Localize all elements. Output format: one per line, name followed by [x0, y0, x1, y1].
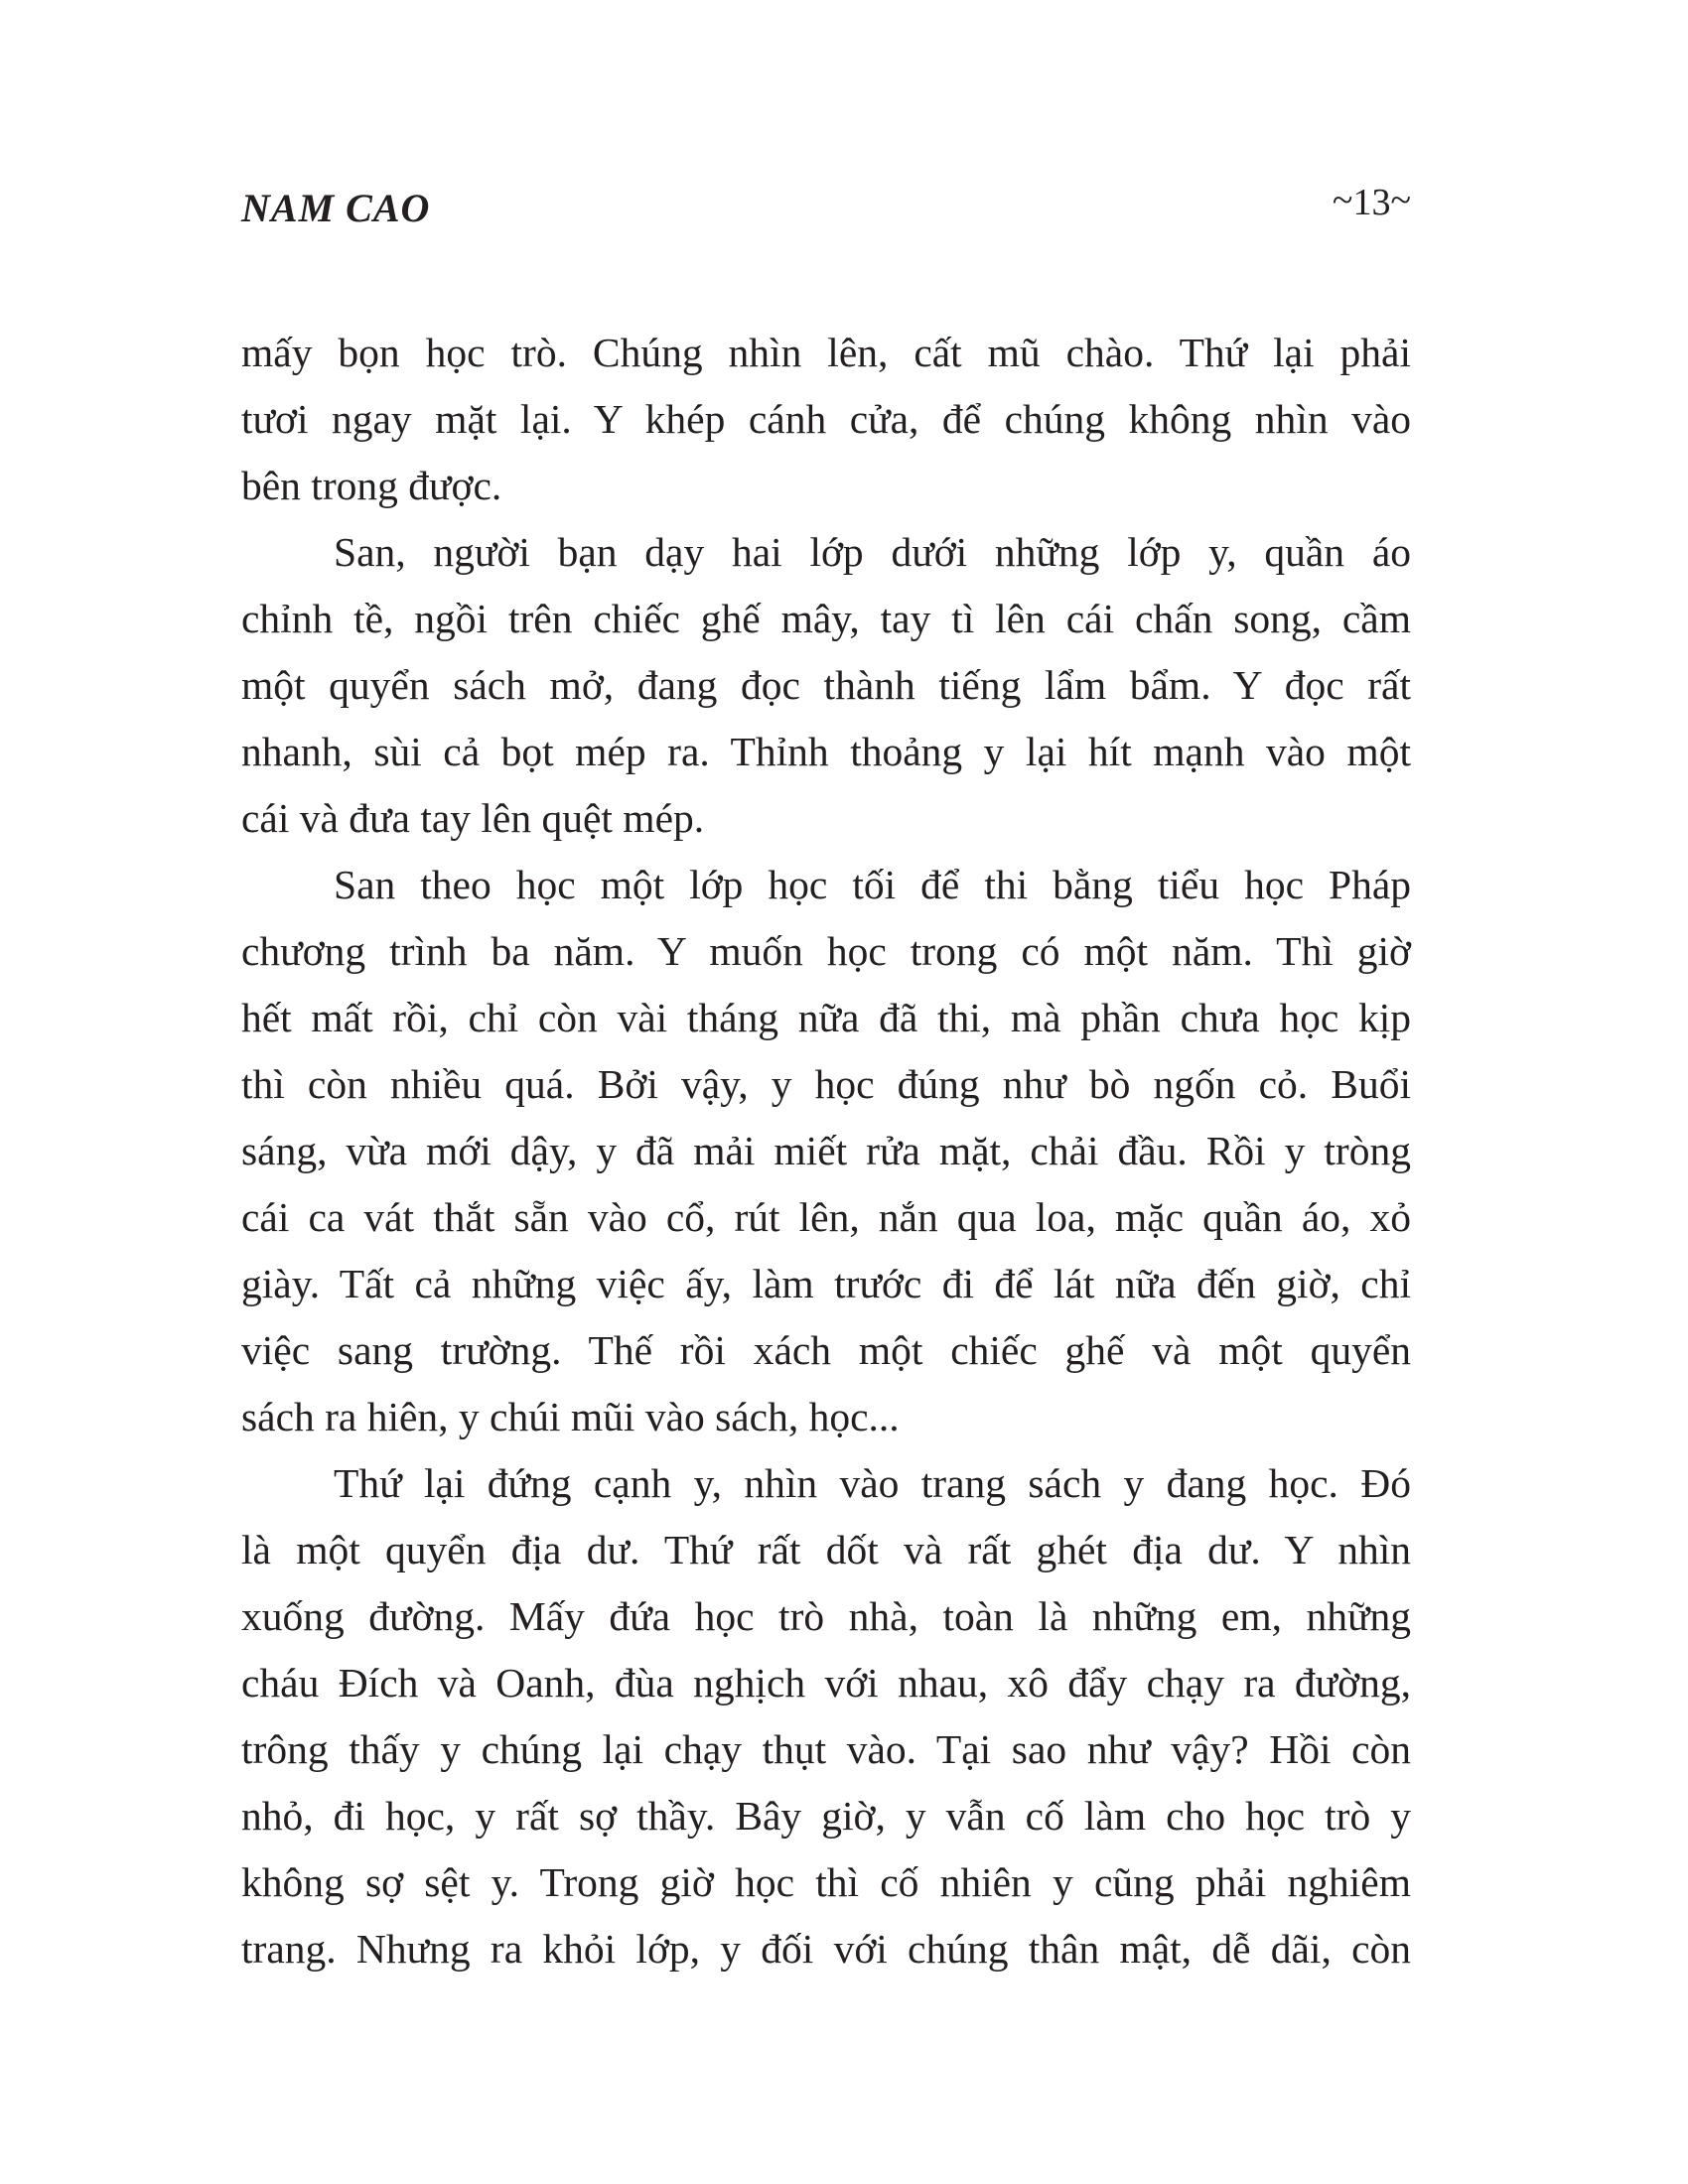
page-number: 13	[1352, 182, 1391, 223]
text-line: chỉnh tề, ngồi trên chiếc ghế mây, tay tì lên cái chấn song, cầm	[241, 596, 1411, 641]
text-line: sáng, vừa mới dậy, y đã mải miết rửa mặt, chải đầu. Rồi y tròng	[241, 1128, 1411, 1173]
ornament-left: ~	[1332, 180, 1353, 221]
text-line: San theo học một lớp học tối để thi bằng tiểu học Pháp	[334, 862, 1411, 907]
author-name: NAM CAO	[241, 186, 431, 230]
text-line: trông thấy y chúng lại chạy thụt vào. Tại sao như vậy? Hồi còn	[241, 1726, 1411, 1772]
ornament-right: ~	[1390, 180, 1411, 221]
text-line: nhỏ, đi học, y rất sợ thầy. Bây giờ, y vẫn cố làm cho học trò y	[241, 1793, 1411, 1839]
text-line: trang. Nhưng ra khỏi lớp, y đối với chúng thân mật, dễ dãi, còn	[241, 1926, 1411, 1972]
text-line: một quyển sách mở, đang đọc thành tiếng lẩm bẩm. Y đọc rất	[241, 662, 1411, 708]
text-line: là một quyển địa dư. Thứ rất dốt và rất ghét địa dư. Y nhìn	[241, 1527, 1411, 1572]
text-line: bên trong được.	[241, 463, 502, 508]
text-line: cái ca vát thắt sẵn vào cổ, rút lên, nắn qua loa, mặc quần áo, xỏ	[241, 1194, 1411, 1240]
text-line: việc sang trường. Thế rồi xách một chiếc ghế và một quyển	[241, 1327, 1411, 1373]
text-line: giày. Tất cả những việc ấy, làm trước đi để lát nữa đến giờ, chỉ	[241, 1261, 1411, 1306]
text-line: mấy bọn học trò. Chúng nhìn lên, cất mũ chào. Thứ lại phải	[241, 330, 1411, 375]
page-number-block	[1333, 179, 1411, 224]
text-line: thì còn nhiều quá. Bởi vậy, y học đúng như bò ngốn cỏ. Buổi	[241, 1061, 1411, 1107]
running-header	[241, 179, 1411, 238]
text-line: sách ra hiên, y chúi mũi vào sách, học...	[241, 1394, 900, 1439]
text-line: cái và đưa tay lên quệt mép.	[241, 795, 705, 841]
text-line: hết mất rồi, chỉ còn vài tháng nữa đã thi, mà phần chưa học kịp	[241, 995, 1411, 1040]
text-line: Thứ lại đứng cạnh y, nhìn vào trang sách y đang học. Đó	[334, 1460, 1411, 1506]
text-line: tươi ngay mặt lại. Y khép cánh cửa, để chúng không nhìn vào	[241, 396, 1411, 442]
body-text	[241, 320, 1411, 1982]
text-line: San, người bạn dạy hai lớp dưới những lớp y, quần áo	[334, 529, 1411, 575]
text-line: chương trình ba năm. Y muốn học trong có một năm. Thì giờ	[241, 928, 1411, 974]
text-line: không sợ sệt y. Trong giờ học thì cố nhiên y cũng phải nghiêm	[241, 1859, 1411, 1905]
text-line: nhanh, sùi cả bọt mép ra. Thỉnh thoảng y lại hít mạnh vào một	[241, 729, 1411, 774]
text-line: cháu Đích và Oanh, đùa nghịch với nhau, xô đẩy chạy ra đường,	[241, 1660, 1411, 1706]
text-line: xuống đường. Mấy đứa học trò nhà, toàn là những em, những	[241, 1593, 1411, 1639]
